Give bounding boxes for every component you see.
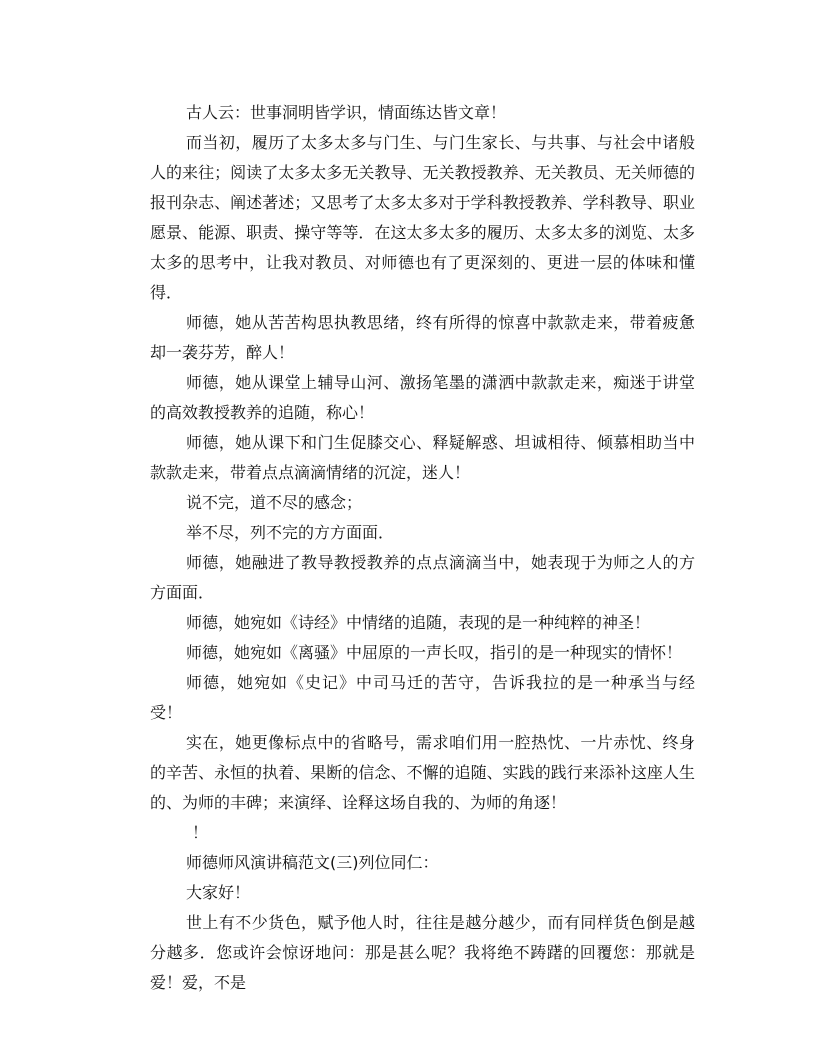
paragraph-12: 实在，她更像标点中的省略号，需求咱们用一腔热忱、一片赤忱、终身的辛苦、永恒的执着、果断的信念、不懈的追随、实践的践行来添补这座人生的、为师的丰碑；来演绎、诠释这场自我的、为师的角逐！: [150, 733, 695, 812]
paragraph-14: 师德师风演讲稿范文(三)列位同仁：: [186, 853, 439, 872]
paragraph-9: 师德，她宛如《诗经》中情绪的追随，表现的是一种纯粹的神圣！: [186, 613, 651, 632]
document-body: [150, 98, 695, 998]
paragraph-16: 世上有不少货色，赋予他人时，往往是越分越少，而有同样货色倒是越分越多．您或许会惊讶地问：那是甚么呢？我将绝不踌躇的回覆您：那就是爱！爱，不是: [150, 913, 695, 992]
paragraph-15: 大家好！: [186, 883, 251, 902]
paragraph-7: 举不尽，列不完的方方面面．: [186, 523, 395, 542]
paragraph-6: 说不完，道不尽的感念；: [186, 493, 363, 512]
paragraph-1: 古人云：世事洞明皆学识，情面练达皆文章！: [186, 103, 507, 122]
paragraph-5: 师德，她从课下和门生促膝交心、释疑解惑、坦诚相待、倾慕相助当中款款走来，带着点点滴滴情绪的沉淀，迷人！: [150, 433, 695, 482]
paragraph-8: 师德，她融进了教导教授教养的点点滴滴当中，她表现于为师之人的方方面面．: [150, 553, 695, 602]
paragraph-2: 而当初，履历了太多太多与门生、与门生家长、与共事、与社会中诸般人的来往；阅读了太多太多无关教导、无关教授教养、无关教员、无关师德的报刊杂志、阐述著述；又思考了太多太多对于学科教授教养、学科教导、职业愿景、能源、职责、操守等等．在这太多太多的履历、太多太多的浏览、太多太多的思考中，让我对教员、对师德也有了更深刻的、更进一层的体味和懂得．: [150, 133, 695, 302]
paragraph-11: 师德，她宛如《史记》中司马迁的苦守，告诉我拉的是一种承当与经受！: [150, 673, 695, 722]
paragraph-10: 师德，她宛如《离骚》中屈原的一声长叹，指引的是一种现实的情怀！: [186, 643, 683, 662]
paragraph-3: 师德，她从苦苦构思执教思绪，终有所得的惊喜中款款走来，带着疲惫却一袭芬芳，醉人！: [150, 313, 695, 362]
paragraph-4: 师德，她从课堂上辅导山河、激扬笔墨的潇洒中款款走来，痴迷于讲堂的高效教授教养的追随，称心！: [150, 373, 695, 422]
paragraph-13: ！: [192, 823, 209, 842]
